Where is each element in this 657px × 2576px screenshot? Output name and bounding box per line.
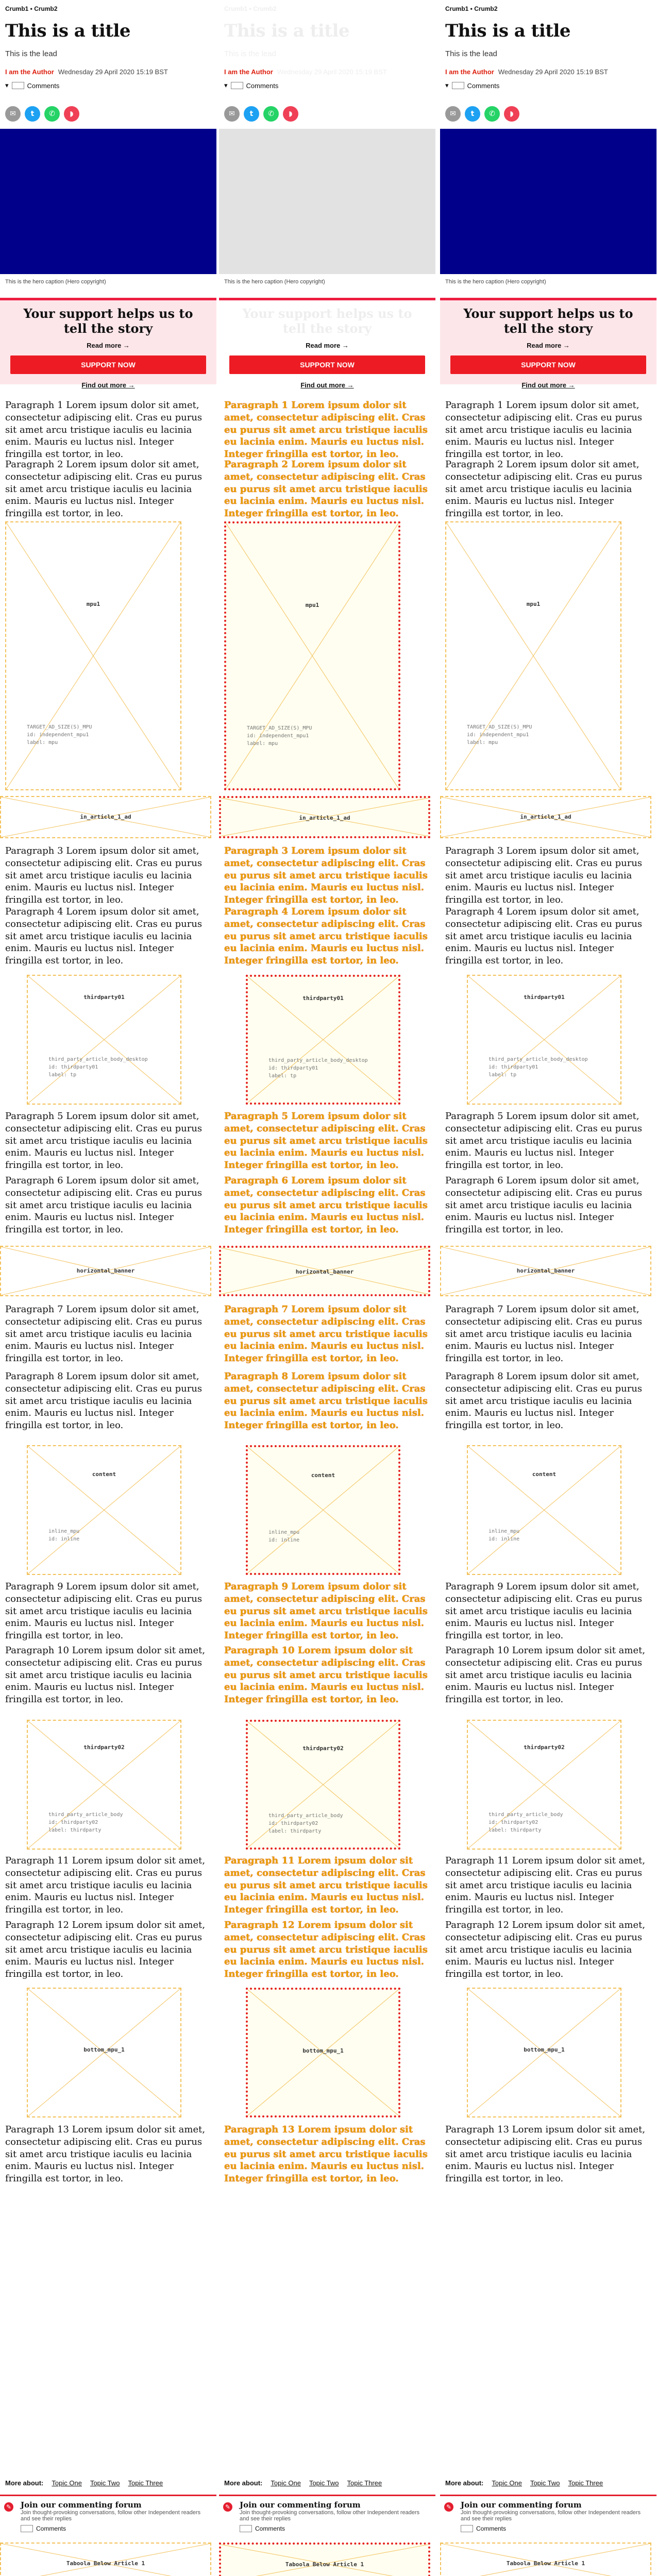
- placeholder-name: thirdparty02: [302, 1745, 344, 1752]
- breadcrumb[interactable]: Crumb1 • Crumb2: [445, 5, 498, 12]
- ad-placeholder-horizontal-banner: [440, 1246, 651, 1296]
- breadcrumb[interactable]: Crumb1 • Crumb2: [224, 5, 277, 12]
- paragraph: Paragraph 11 Lorem ipsum dolor sit amet, consectetur adipiscing elit. Cras eu purus sit amet arcu tristique iaculis eu lacinia enim. Mauris eu luctus nisl. Integer fringilla est tortor, in leo.: [5, 1855, 206, 1915]
- comment-count-box: [12, 82, 24, 89]
- comments-link[interactable]: [445, 81, 499, 90]
- support-now-button[interactable]: SUPPORT NOW: [10, 355, 206, 374]
- support-now-button[interactable]: SUPPORT NOW: [229, 355, 425, 374]
- ad-placeholder-thirdparty02: [27, 1720, 181, 1850]
- ad-placeholder-bottom-mpu: [27, 1988, 181, 2117]
- ad-placeholder-inline1: [0, 796, 211, 838]
- paragraph: Paragraph 11 Lorem ipsum dolor sit amet, consectetur adipiscing elit. Cras eu purus sit amet arcu tristique iaculis eu lacinia enim. Mauris eu luctus nisl. Integer fringilla est tortor, in leo.: [224, 1855, 428, 1915]
- ad-placeholder-mpu1: [5, 521, 181, 790]
- paragraph: Paragraph 11 Lorem ipsum dolor sit amet, consectetur adipiscing elit. Cras eu purus sit amet arcu tristique iaculis eu lacinia enim. Mauris eu luctus nisl. Integer fringilla est tortor, in leo.: [445, 1855, 646, 1915]
- whatsapp-icon[interactable]: ✆: [484, 106, 500, 122]
- more-about: More about: Topic One Topic Two Topic Three: [224, 2479, 382, 2487]
- comment-icon: ✎: [444, 2502, 453, 2512]
- join-subtext: Join thought-provoking conversations, follow other Independent readers and see their replies: [21, 2510, 201, 2522]
- topic-link[interactable]: Topic Three: [128, 2479, 163, 2487]
- comments-label: Comments: [467, 81, 500, 90]
- article-variant-original: [0, 0, 216, 2576]
- placeholder-meta: third_party_article_body_desktop id: thirdparty01 label: tp: [268, 1058, 368, 1079]
- ad-placeholder-inline1: [440, 796, 651, 838]
- topic-link[interactable]: Topic One: [271, 2479, 301, 2487]
- pocket-icon[interactable]: ◗: [64, 106, 79, 122]
- comments-link[interactable]: [224, 81, 278, 90]
- byline: [224, 68, 387, 76]
- ad-placeholder-thirdparty02: [467, 1720, 621, 1850]
- read-more-link[interactable]: Read more →: [306, 341, 349, 349]
- support-heading: Your support helps us to tell the story: [23, 306, 193, 336]
- paragraph: Paragraph 8 Lorem ipsum dolor sit amet, consectetur adipiscing elit. Cras eu purus sit amet arcu tristique iaculis eu lacinia enim. Mauris eu luctus nisl. Integer fringilla est tortor, in leo.: [224, 1371, 428, 1431]
- more-about: More about: Topic One Topic Two Topic Three: [445, 2479, 603, 2487]
- article-variant-new: [440, 0, 656, 2576]
- paragraph: Paragraph 5 Lorem ipsum dolor sit amet, consectetur adipiscing elit. Cras eu purus sit amet arcu tristique iaculis eu lacinia enim. Mauris eu luctus nisl. Integer fringilla est tortor, in leo.: [445, 1111, 643, 1171]
- placeholder-name: thirdparty01: [302, 995, 344, 1002]
- comments-link[interactable]: [5, 81, 59, 90]
- paragraph: Paragraph 7 Lorem ipsum dolor sit amet, consectetur adipiscing elit. Cras eu purus sit amet arcu tristique iaculis eu lacinia enim. Mauris eu luctus nisl. Integer fringilla est tortor, in leo.: [445, 1304, 643, 1364]
- chevron-down-icon: ▾: [445, 81, 449, 89]
- placeholder-cross-icon: [226, 523, 398, 788]
- page-title: This is a title: [224, 21, 350, 41]
- support-banner: [219, 298, 435, 389]
- comments-label: Comments: [27, 81, 60, 90]
- join-heading[interactable]: Join our commenting forum: [461, 2500, 582, 2510]
- ad-placeholder-content: [27, 1445, 181, 1575]
- join-forum-banner: [0, 2495, 216, 2531]
- support-banner: [0, 298, 216, 389]
- paragraph: Paragraph 4 Lorem ipsum dolor sit amet, consectetur adipiscing elit. Cras eu purus sit amet arcu tristique iaculis eu lacinia enim. Mauris eu luctus nisl. Integer fringilla est tortor, in leo.: [224, 906, 428, 966]
- topic-link[interactable]: Topic Two: [309, 2479, 339, 2487]
- ad-placeholder-feed-top: [219, 2543, 430, 2576]
- placeholder-cross-icon: [468, 1446, 620, 1574]
- pocket-icon[interactable]: ◗: [504, 106, 519, 122]
- topic-link[interactable]: Topic Three: [347, 2479, 382, 2487]
- placeholder-name: Taboola Below Article 1: [285, 2561, 364, 2568]
- placeholder-name: thirdparty02: [83, 1744, 125, 1751]
- paragraph: Paragraph 5 Lorem ipsum dolor sit amet, consectetur adipiscing elit. Cras eu purus sit amet arcu tristique iaculis eu lacinia enim. Mauris eu luctus nisl. Integer fringilla est tortor, in leo.: [5, 1111, 203, 1171]
- placeholder-name: Taboola Below Article 1: [66, 2560, 145, 2567]
- topic-link[interactable]: Topic Three: [568, 2479, 603, 2487]
- placeholder-cross-icon: [248, 1447, 398, 1573]
- placeholder-name: content: [532, 1471, 557, 1478]
- paragraph: Paragraph 7 Lorem ipsum dolor sit amet, consectetur adipiscing elit. Cras eu purus sit amet arcu tristique iaculis eu lacinia enim. Mauris eu luctus nisl. Integer fringilla est tortor, in leo.: [224, 1304, 428, 1364]
- twitter-icon[interactable]: t: [244, 106, 259, 122]
- chevron-down-icon: ▾: [5, 81, 9, 89]
- paragraph: Paragraph 10 Lorem ipsum dolor sit amet, consectetur adipiscing elit. Cras eu purus sit amet arcu tristique iaculis eu lacinia enim. Mauris eu luctus nisl. Integer fringilla est tortor, in leo.: [224, 1645, 428, 1705]
- find-out-more-link[interactable]: Find out more →: [300, 381, 354, 389]
- ad-placeholder-horizontal-banner: [219, 1246, 430, 1296]
- support-banner: [440, 298, 656, 389]
- paragraph: Paragraph 8 Lorem ipsum dolor sit amet, consectetur adipiscing elit. Cras eu purus sit amet arcu tristique iaculis eu lacinia enim. Mauris eu luctus nisl. Integer fringilla est tortor, in leo.: [445, 1371, 643, 1431]
- read-more-link[interactable]: Read more →: [527, 341, 570, 349]
- join-subtext: Join thought-provoking conversations, follow other Independent readers and see their replies: [240, 2510, 420, 2522]
- publish-date: Wednesday 29 April 2020 15:19 BST: [277, 68, 387, 76]
- article-variant-diff: [219, 0, 435, 2576]
- article-lead: This is the lead: [5, 49, 57, 58]
- comment-icon: ✎: [4, 2502, 13, 2512]
- paragraph: Paragraph 3 Lorem ipsum dolor sit amet, consectetur adipiscing elit. Cras eu purus sit amet arcu tristique iaculis eu lacinia enim. Mauris eu luctus nisl. Integer fringilla est tortor, in leo.: [224, 845, 428, 905]
- paragraph: Paragraph 3 Lorem ipsum dolor sit amet, consectetur adipiscing elit. Cras eu purus sit amet arcu tristique iaculis eu lacinia enim. Mauris eu luctus nisl. Integer fringilla est tortor, in leo.: [445, 845, 643, 905]
- comment-count-box: [231, 82, 243, 89]
- placeholder-name: bottom_mpu_1: [302, 2047, 344, 2054]
- paragraph: Paragraph 4 Lorem ipsum dolor sit amet, consectetur adipiscing elit. Cras eu purus sit amet arcu tristique iaculis eu lacinia enim. Mauris eu luctus nisl. Integer fringilla est tortor, in leo.: [445, 906, 643, 966]
- paragraph: Paragraph 5 Lorem ipsum dolor sit amet, consectetur adipiscing elit. Cras eu purus sit amet arcu tristique iaculis eu lacinia enim. Mauris eu luctus nisl. Integer fringilla est tortor, in leo.: [224, 1111, 428, 1171]
- placeholder-meta: TARGET_AD_SIZE(S)_MPU id: independent_mpu1 label: mpu: [27, 724, 92, 745]
- ad-placeholder-thirdparty01: [467, 975, 621, 1105]
- comments-link[interactable]: Comments: [240, 2525, 430, 2532]
- placeholder-cross-icon: [28, 1446, 180, 1574]
- placeholder-meta: third_party_article_body id: thirdparty02 label: thirdparty: [48, 1812, 123, 1833]
- ad-placeholder-feed-top: [440, 2543, 651, 2576]
- paragraph: Paragraph 13 Lorem ipsum dolor sit amet, consectetur adipiscing elit. Cras eu purus sit amet arcu tristique iaculis eu lacinia enim. Mauris eu luctus nisl. Integer fringilla est tortor, in leo.: [5, 2124, 206, 2184]
- paragraph: Paragraph 9 Lorem ipsum dolor sit amet, consectetur adipiscing elit. Cras eu purus sit amet arcu tristique iaculis eu lacinia enim. Mauris eu luctus nisl. Integer fringilla est tortor, in leo.: [445, 1581, 643, 1641]
- placeholder-name: horizontal_banner: [295, 1268, 354, 1275]
- support-now-button[interactable]: SUPPORT NOW: [450, 355, 646, 374]
- placeholder-meta: third_party_article_body id: thirdparty02 label: thirdparty: [488, 1812, 563, 1833]
- article-lead: This is the lead: [445, 49, 497, 58]
- publish-date: Wednesday 29 April 2020 15:19 BST: [498, 68, 608, 76]
- hero-caption: This is the hero caption (Hero copyright): [445, 279, 546, 285]
- byline: [5, 68, 168, 76]
- join-forum-banner: [219, 2495, 435, 2531]
- placeholder-meta: TARGET_AD_SIZE(S)_MPU id: independent_mpu1 label: mpu: [247, 725, 312, 747]
- twitter-icon[interactable]: t: [465, 106, 480, 122]
- twitter-icon[interactable]: t: [25, 106, 40, 122]
- placeholder-meta: inline_mpu id: inline: [48, 1529, 80, 1542]
- ad-placeholder-bottom-mpu: [467, 1988, 621, 2117]
- paragraph: Paragraph 2 Lorem ipsum dolor sit amet, consectetur adipiscing elit. Cras eu purus sit amet arcu tristique iaculis eu lacinia enim. Mauris eu luctus nisl. Integer fringilla est tortor, in leo.: [224, 459, 428, 519]
- whatsapp-icon[interactable]: ✆: [44, 106, 60, 122]
- placeholder-meta: inline_mpu id: inline: [488, 1529, 520, 1542]
- comments-link[interactable]: Comments: [461, 2525, 651, 2532]
- paragraph: Paragraph 10 Lorem ipsum dolor sit amet, consectetur adipiscing elit. Cras eu purus sit amet arcu tristique iaculis eu lacinia enim. Mauris eu luctus nisl. Integer fringilla est tortor, in leo.: [445, 1645, 646, 1705]
- placeholder-name: mpu1: [526, 601, 541, 607]
- topic-link[interactable]: Topic Two: [90, 2479, 120, 2487]
- paragraph: Paragraph 13 Lorem ipsum dolor sit amet, consectetur adipiscing elit. Cras eu purus sit amet arcu tristique iaculis eu lacinia enim. Mauris eu luctus nisl. Integer fringilla est tortor, in leo.: [445, 2124, 646, 2184]
- paragraph: Paragraph 9 Lorem ipsum dolor sit amet, consectetur adipiscing elit. Cras eu purus sit amet arcu tristique iaculis eu lacinia enim. Mauris eu luctus nisl. Integer fringilla est tortor, in leo.: [5, 1581, 203, 1641]
- ad-placeholder-thirdparty02: [246, 1720, 400, 1850]
- placeholder-cross-icon: [446, 522, 620, 789]
- paragraph: Paragraph 2 Lorem ipsum dolor sit amet, consectetur adipiscing elit. Cras eu purus sit amet arcu tristique iaculis eu lacinia enim. Mauris eu luctus nisl. Integer fringilla est tortor, in leo.: [445, 459, 643, 519]
- paragraph: Paragraph 1 Lorem ipsum dolor sit amet, consectetur adipiscing elit. Cras eu purus sit amet arcu tristique iaculis eu lacinia enim. Mauris eu luctus nisl. Integer fringilla est tortor, in leo.: [445, 400, 643, 460]
- author-link[interactable]: I am the Author: [224, 68, 273, 76]
- ad-placeholder-thirdparty01: [246, 975, 400, 1105]
- share-bar: [5, 106, 79, 122]
- ad-placeholder-content: [246, 1445, 400, 1575]
- placeholder-name: mpu1: [86, 601, 100, 607]
- hero-image: [440, 129, 656, 274]
- paragraph: Paragraph 2 Lorem ipsum dolor sit amet, consectetur adipiscing elit. Cras eu purus sit amet arcu tristique iaculis eu lacinia enim. Mauris eu luctus nisl. Integer fringilla est tortor, in leo.: [5, 459, 203, 519]
- ad-placeholder-horizontal-banner: [0, 1246, 211, 1296]
- comments-link[interactable]: Comments: [21, 2525, 211, 2532]
- ad-placeholder-mpu1: [445, 521, 621, 790]
- chevron-down-icon: ▾: [224, 81, 228, 89]
- placeholder-name: in_article_1_ad: [80, 814, 131, 820]
- author-link[interactable]: I am the Author: [445, 68, 494, 76]
- byline: [445, 68, 608, 76]
- ad-placeholder-feed-top: [0, 2543, 211, 2576]
- placeholder-name: bottom_mpu_1: [83, 2046, 125, 2053]
- paragraph: Paragraph 12 Lorem ipsum dolor sit amet, consectetur adipiscing elit. Cras eu purus sit amet arcu tristique iaculis eu lacinia enim. Mauris eu luctus nisl. Integer fringilla est tortor, in leo.: [5, 1920, 206, 1979]
- ad-placeholder-content: [467, 1445, 621, 1575]
- paragraph: Paragraph 9 Lorem ipsum dolor sit amet, consectetur adipiscing elit. Cras eu purus sit amet arcu tristique iaculis eu lacinia enim. Mauris eu luctus nisl. Integer fringilla est tortor, in leo.: [224, 1581, 428, 1641]
- paragraph: Paragraph 1 Lorem ipsum dolor sit amet, consectetur adipiscing elit. Cras eu purus sit amet arcu tristique iaculis eu lacinia enim. Mauris eu luctus nisl. Integer fringilla est tortor, in leo.: [224, 400, 428, 460]
- placeholder-name: Taboola Below Article 1: [506, 2560, 585, 2567]
- support-heading: Your support helps us to tell the story: [242, 306, 412, 336]
- join-heading[interactable]: Join our commenting forum: [21, 2500, 142, 2510]
- topic-link[interactable]: Topic Two: [530, 2479, 560, 2487]
- find-out-more-link[interactable]: Find out more →: [81, 381, 135, 389]
- placeholder-cross-icon: [221, 2545, 428, 2576]
- comment-count-box: [452, 82, 464, 89]
- hero-caption: This is the hero caption (Hero copyright): [5, 279, 106, 285]
- breadcrumb[interactable]: Crumb1 • Crumb2: [5, 5, 58, 12]
- ad-placeholder-mpu1: [224, 521, 400, 790]
- paragraph: Paragraph 10 Lorem ipsum dolor sit amet, consectetur adipiscing elit. Cras eu purus sit amet arcu tristique iaculis eu lacinia enim. Mauris eu luctus nisl. Integer fringilla est tortor, in leo.: [5, 1645, 206, 1705]
- author-link[interactable]: I am the Author: [5, 68, 54, 76]
- email-icon[interactable]: ✉: [224, 106, 240, 122]
- paragraph: Paragraph 4 Lorem ipsum dolor sit amet, consectetur adipiscing elit. Cras eu purus sit amet arcu tristique iaculis eu lacinia enim. Mauris eu luctus nisl. Integer fringilla est tortor, in leo.: [5, 906, 203, 966]
- paragraph: Paragraph 12 Lorem ipsum dolor sit amet, consectetur adipiscing elit. Cras eu purus sit amet arcu tristique iaculis eu lacinia enim. Mauris eu luctus nisl. Integer fringilla est tortor, in leo.: [224, 1920, 428, 1979]
- placeholder-meta: third_party_article_body_desktop id: thirdparty01 label: tp: [488, 1057, 588, 1078]
- publish-date: Wednesday 29 April 2020 15:19 BST: [58, 68, 168, 76]
- placeholder-name: content: [311, 1472, 335, 1479]
- join-subtext: Join thought-provoking conversations, follow other Independent readers and see their replies: [461, 2510, 641, 2522]
- find-out-more-link[interactable]: Find out more →: [521, 381, 575, 389]
- share-bar: [224, 106, 298, 122]
- placeholder-name: horizontal_banner: [76, 1267, 135, 1274]
- article-lead: This is the lead: [224, 49, 276, 58]
- placeholder-name: mpu1: [305, 602, 319, 608]
- more-about: More about: Topic One Topic Two Topic Three: [5, 2479, 163, 2487]
- placeholder-name: horizontal_banner: [516, 1267, 575, 1274]
- placeholder-meta: TARGET_AD_SIZE(S)_MPU id: independent_mpu1 label: mpu: [467, 724, 532, 745]
- pocket-icon[interactable]: ◗: [283, 106, 298, 122]
- paragraph: Paragraph 6 Lorem ipsum dolor sit amet, consectetur adipiscing elit. Cras eu purus sit amet arcu tristique iaculis eu lacinia enim. Mauris eu luctus nisl. Integer fringilla est tortor, in leo.: [224, 1175, 428, 1235]
- placeholder-cross-icon: [6, 522, 180, 789]
- hero-image: [219, 129, 435, 274]
- share-bar: [445, 106, 519, 122]
- placeholder-name: bottom_mpu_1: [524, 2046, 565, 2053]
- placeholder-meta: inline_mpu id: inline: [268, 1530, 300, 1543]
- page-title: This is a title: [445, 21, 571, 41]
- comment-icon: ✎: [223, 2502, 232, 2512]
- paragraph: Paragraph 7 Lorem ipsum dolor sit amet, consectetur adipiscing elit. Cras eu purus sit amet arcu tristique iaculis eu lacinia enim. Mauris eu luctus nisl. Integer fringilla est tortor, in leo.: [5, 1304, 203, 1364]
- join-forum-banner: [440, 2495, 656, 2531]
- hero-image: [0, 129, 216, 274]
- comments-label: Comments: [246, 81, 279, 90]
- ad-placeholder-inline1: [219, 796, 430, 838]
- ad-placeholder-thirdparty01: [27, 975, 181, 1105]
- topic-link[interactable]: Topic One: [52, 2479, 82, 2487]
- email-icon[interactable]: ✉: [5, 106, 21, 122]
- hero-caption: This is the hero caption (Hero copyright): [224, 279, 325, 285]
- placeholder-name: in_article_1_ad: [299, 815, 350, 821]
- placeholder-name: thirdparty02: [524, 1744, 565, 1751]
- paragraph: Paragraph 8 Lorem ipsum dolor sit amet, consectetur adipiscing elit. Cras eu purus sit amet arcu tristique iaculis eu lacinia enim. Mauris eu luctus nisl. Integer fringilla est tortor, in leo.: [5, 1371, 203, 1431]
- read-more-link[interactable]: Read more →: [87, 341, 130, 349]
- placeholder-name: content: [92, 1471, 116, 1478]
- email-icon[interactable]: ✉: [445, 106, 461, 122]
- placeholder-name: thirdparty01: [83, 994, 125, 1001]
- paragraph: Paragraph 12 Lorem ipsum dolor sit amet, consectetur adipiscing elit. Cras eu purus sit amet arcu tristique iaculis eu lacinia enim. Mauris eu luctus nisl. Integer fringilla est tortor, in leo.: [445, 1920, 646, 1979]
- placeholder-meta: third_party_article_body id: thirdparty02 label: thirdparty: [268, 1813, 343, 1834]
- paragraph: Paragraph 6 Lorem ipsum dolor sit amet, consectetur adipiscing elit. Cras eu purus sit amet arcu tristique iaculis eu lacinia enim. Mauris eu luctus nisl. Integer fringilla est tortor, in leo.: [5, 1175, 203, 1235]
- page-title: This is a title: [5, 21, 131, 41]
- paragraph: Paragraph 13 Lorem ipsum dolor sit amet, consectetur adipiscing elit. Cras eu purus sit amet arcu tristique iaculis eu lacinia enim. Mauris eu luctus nisl. Integer fringilla est tortor, in leo.: [224, 2124, 428, 2184]
- placeholder-name: in_article_1_ad: [520, 814, 571, 820]
- support-heading: Your support helps us to tell the story: [463, 306, 633, 336]
- placeholder-meta: third_party_article_body_desktop id: thirdparty01 label: tp: [48, 1057, 148, 1078]
- ad-placeholder-bottom-mpu: [246, 1988, 400, 2117]
- paragraph: Paragraph 3 Lorem ipsum dolor sit amet, consectetur adipiscing elit. Cras eu purus sit amet arcu tristique iaculis eu lacinia enim. Mauris eu luctus nisl. Integer fringilla est tortor, in leo.: [5, 845, 203, 905]
- topic-link[interactable]: Topic One: [492, 2479, 522, 2487]
- paragraph: Paragraph 6 Lorem ipsum dolor sit amet, consectetur adipiscing elit. Cras eu purus sit amet arcu tristique iaculis eu lacinia enim. Mauris eu luctus nisl. Integer fringilla est tortor, in leo.: [445, 1175, 643, 1235]
- placeholder-name: thirdparty01: [524, 994, 565, 1001]
- paragraph: Paragraph 1 Lorem ipsum dolor sit amet, consectetur adipiscing elit. Cras eu purus sit amet arcu tristique iaculis eu lacinia enim. Mauris eu luctus nisl. Integer fringilla est tortor, in leo.: [5, 400, 203, 460]
- whatsapp-icon[interactable]: ✆: [263, 106, 279, 122]
- join-heading[interactable]: Join our commenting forum: [240, 2500, 361, 2510]
